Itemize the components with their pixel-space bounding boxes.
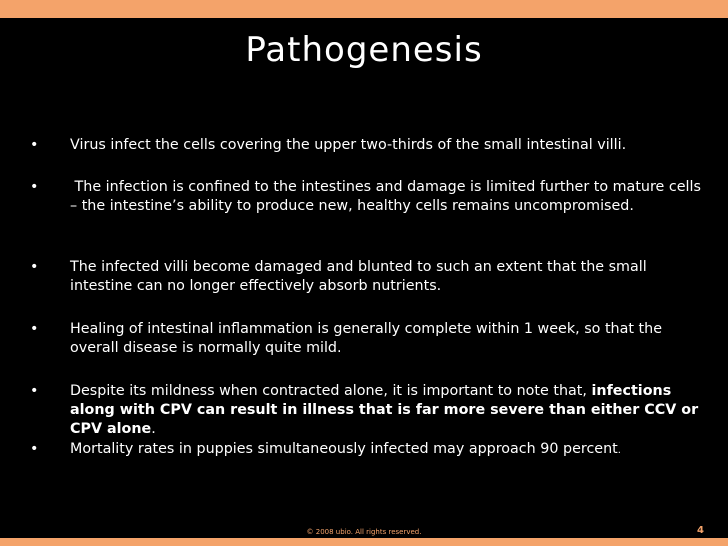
bullet-text: The infected villi become damaged and blunted to such an extent that the small intestine can no longer effectively absorb nutrients. <box>70 259 647 294</box>
copyright-footer: © 2008 ubio. All rights reserved. <box>306 528 422 536</box>
bullet-symbol: • <box>30 383 39 399</box>
bullet-symbol: • <box>30 321 39 337</box>
page-number: 4 <box>697 525 704 536</box>
bullet-symbol: • <box>30 259 39 275</box>
bullet-text: The infection is confined to the intestines and damage is limited further to mature cells – the intestine’s ability to produce new, healthy cells remains uncompromised. <box>70 179 706 214</box>
bullet-text-regular: Mortality rates in puppies simultaneously infected may approach 90 percent <box>70 441 618 457</box>
bullet-symbol: • <box>30 137 39 153</box>
bullet-text <box>70 440 710 460</box>
bullet-symbol: • <box>30 179 39 195</box>
bullet-text: Healing of intestinal inflammation is generally complete within 1 week, so that the overall disease is normally quite mild. <box>70 321 662 356</box>
bullet-text: Virus infect the cells covering the upper two-thirds of the small intestinal villi. <box>70 137 627 153</box>
bottom-accent-bar <box>0 538 728 546</box>
bullet-text <box>70 382 710 439</box>
top-accent-bar <box>0 0 728 18</box>
bullet-text-end: . <box>617 445 621 456</box>
bullet-symbol: • <box>30 441 39 457</box>
bullet-text-end: . <box>151 421 156 437</box>
bullet-text-regular: Despite its mildness when contracted alone, it is important to note that, <box>70 383 592 399</box>
slide-title: Pathogenesis <box>245 30 483 70</box>
bullet-text-bold: infections along with CPV can result in illness that is far more severe than either CCV or CPV alone <box>70 383 699 437</box>
